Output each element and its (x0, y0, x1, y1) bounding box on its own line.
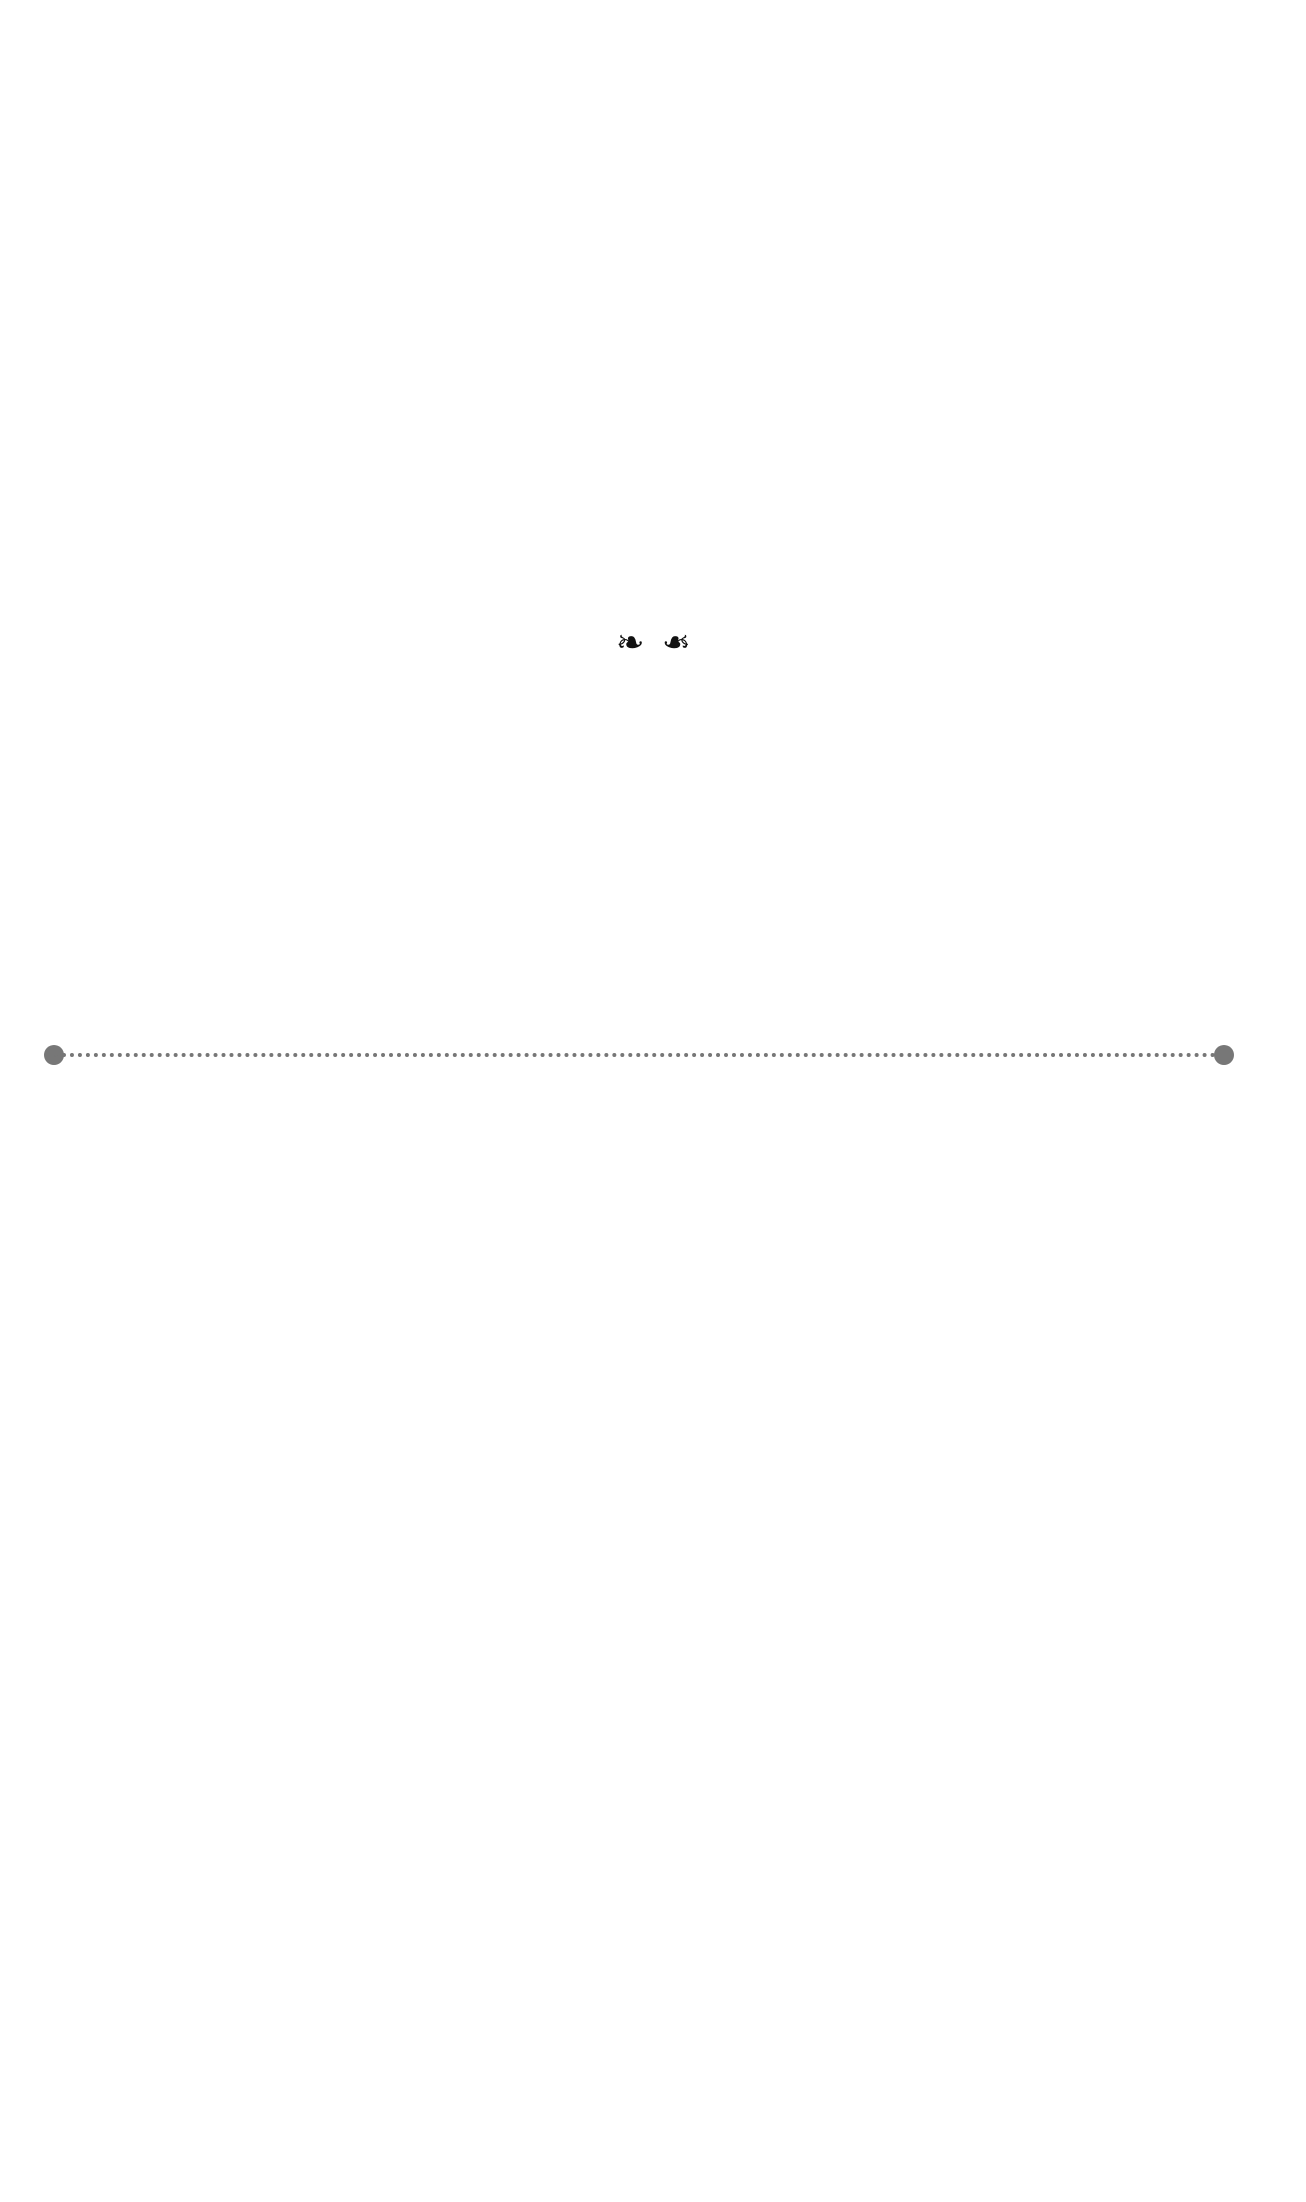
sending-header-text (650, 622, 662, 663)
ornament-left-icon: ❧ (615, 623, 645, 663)
sending-section-header (0, 622, 1306, 663)
divider-right-dot (1214, 1045, 1234, 1065)
wednesday-info-row (44, 1200, 1244, 1260)
section-divider (44, 1045, 1234, 1065)
ornament-right-icon: ❧ (661, 623, 691, 663)
